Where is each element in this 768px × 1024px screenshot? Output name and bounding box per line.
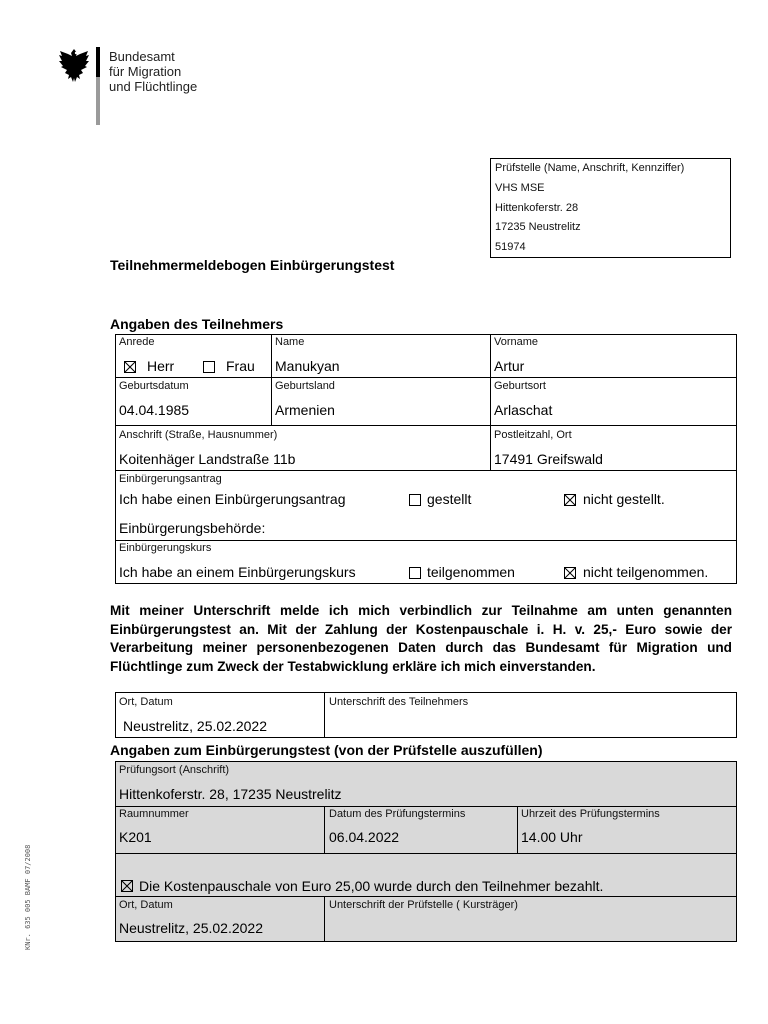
test-row-line (115, 896, 737, 897)
test-section-title: Angaben zum Einbürgerungstest (von der Prüfstelle auszufüllen) (110, 742, 543, 758)
kosten-text: Die Kostenpauschale von Euro 25,00 wurde durch den Teilnehmer bezahlt. (139, 878, 604, 894)
raum-label: Raumnummer (119, 808, 189, 820)
termin-uhrzeit-value[interactable]: 14.00 Uhr (521, 829, 583, 845)
vorname-value[interactable]: Artur (494, 358, 525, 374)
signature-col-line (324, 692, 325, 738)
kurs-teilgenommen-label: teilgenommen (427, 564, 515, 580)
pruefungsort-value[interactable]: Hittenkoferstr. 28, 17235 Neustrelitz (119, 786, 342, 802)
kurs-teilgenommen-checkbox[interactable] (409, 567, 421, 579)
test-unterschrift-label: Unterschrift der Prüfstelle ( Kursträger) (329, 899, 518, 911)
plz-value[interactable]: 17491 Greifswald (494, 451, 603, 467)
herr-label: Herr (147, 358, 175, 374)
geburtsland-value[interactable]: Armenien (275, 402, 335, 418)
test-col-line (324, 896, 325, 942)
test-col-line (517, 806, 518, 853)
name-label: Name (275, 336, 305, 348)
form-side-code: KNr. 635 005 BAMF 07/2008 (24, 844, 32, 950)
participant-col-line (271, 334, 272, 425)
vorname-label: Vorname (494, 336, 539, 348)
frau-checkbox[interactable] (203, 361, 215, 373)
geburtsdatum-label: Geburtsdatum (119, 380, 189, 392)
frau-label: Frau (226, 358, 255, 374)
anrede-label: Anrede (119, 336, 155, 348)
kurs-label: Einbürgerungskurs (119, 542, 212, 554)
anschrift-value[interactable]: Koitenhäger Landstraße 11b (119, 451, 296, 467)
logo-line-2: für Migration (109, 64, 182, 79)
form-title: Teilnehmermeldebogen Einbürgerungstest (110, 257, 395, 273)
declaration-text: Mit meiner Unterschrift melde ich mich verbindlich zur Teilnahme am unten genannten Einbürgerungstest an. Mit der Zahlung der Kostenpauschale i. H. v. 25,- Euro sowie der Verarbeitung meiner personenbezogenen Daten durch das Bundesamt für Migration und Flüchtlinge zum Zweck der Testabwicklung erkläre ich mich einverstanden. (110, 603, 732, 674)
participant-row-line (115, 540, 737, 541)
test-row-line (115, 806, 737, 807)
eagle-emblem-icon (56, 46, 92, 86)
behoerde-text: Einbürgerungsbehörde: (119, 520, 266, 536)
kosten-bezahlt-checkbox[interactable] (121, 880, 133, 892)
raum-value[interactable]: K201 (119, 829, 152, 845)
participant-row-line (115, 425, 737, 426)
signature-ort-datum-value[interactable]: Neustrelitz, 25.02.2022 (123, 718, 267, 734)
antrag-nicht-gestellt-label: nicht gestellt. (583, 491, 665, 507)
pruefstelle-line-2: Hittenkoferstr. 28 (495, 202, 579, 214)
antrag-gestellt-label: gestellt (427, 491, 472, 507)
geburtsland-label: Geburtsland (275, 380, 335, 392)
signature-teilnehmer-label: Unterschrift des Teilnehmers (329, 696, 469, 708)
participant-row-line (115, 470, 737, 471)
anschrift-label: Anschrift (Straße, Hausnummer) (119, 429, 278, 441)
pruefstelle-line-3: 17235 Neustrelitz (495, 221, 581, 233)
pruefstelle-label: Prüfstelle (Name, Anschrift, Kennziffer) (495, 162, 685, 174)
test-col-line (324, 806, 325, 853)
signature-ort-datum-label: Ort, Datum (119, 696, 173, 708)
name-value[interactable]: Manukyan (275, 358, 340, 374)
geburtsdatum-value[interactable]: 04.04.1985 (119, 402, 190, 418)
logo-line-1: Bundesamt (109, 49, 175, 64)
test-ort-datum-label: Ort, Datum (119, 899, 173, 911)
kurs-nicht-teilgenommen-checkbox[interactable] (564, 567, 576, 579)
kurs-text: Ich habe an einem Einbürgerungskurs (119, 564, 356, 580)
test-row-line (115, 853, 737, 854)
antrag-label: Einbürgerungsantrag (119, 473, 222, 485)
antrag-text: Ich habe einen Einbürgerungsantrag (119, 491, 346, 507)
test-ort-datum-value[interactable]: Neustrelitz, 25.02.2022 (119, 920, 263, 936)
geburtsort-label: Geburtsort (494, 380, 546, 392)
kurs-nicht-teilgenommen-label: nicht teilgenommen. (583, 564, 709, 580)
antrag-nicht-gestellt-checkbox[interactable] (564, 494, 576, 506)
herr-checkbox[interactable] (124, 361, 136, 373)
logo-divider-top (96, 47, 100, 77)
logo-line-3: und Flüchtlinge (109, 79, 198, 94)
agency-logo-text (109, 49, 197, 94)
termin-datum-label: Datum des Prüfungstermins (329, 808, 466, 820)
pruefstelle-line-1: VHS MSE (495, 182, 545, 194)
geburtsort-value[interactable]: Arlaschat (494, 402, 553, 418)
participant-row-line (115, 377, 737, 378)
plz-label: Postleitzahl, Ort (494, 429, 572, 441)
antrag-gestellt-checkbox[interactable] (409, 494, 421, 506)
pruefstelle-line-4: 51974 (495, 241, 526, 253)
pruefungsort-label: Prüfungsort (Anschrift) (119, 764, 230, 776)
participant-section-title: Angaben des Teilnehmers (110, 316, 284, 332)
termin-datum-value[interactable]: 06.04.2022 (329, 829, 400, 845)
termin-uhrzeit-label: Uhrzeit des Prüfungstermins (521, 808, 660, 820)
participant-col-line (490, 334, 491, 470)
